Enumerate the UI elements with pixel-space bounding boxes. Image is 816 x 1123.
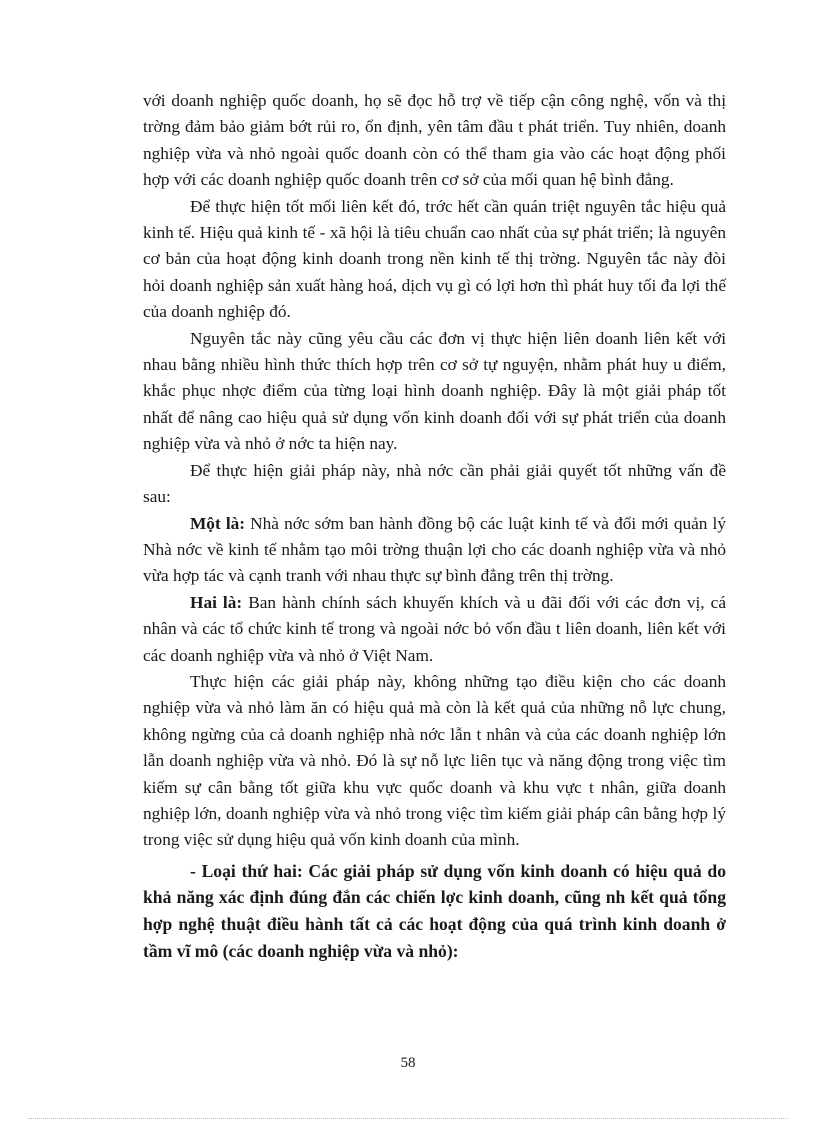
- final-heading-text: - Loại thứ hai: Các giải pháp sử dụng vốn kinh doanh có hiệu quả do khả năng xác định đúng đắn các chiến lợc kinh doanh, cũng nh kết quả tổng hợp nghệ thuật điều hành tất cả các hoạt động của quá trình kinh doanh ở tầm vĩ mô (các doanh nghiệp vừa và nhỏ):: [143, 860, 726, 961]
- final-heading: [143, 858, 726, 964]
- paragraph-6-lead: Hai là:: [190, 592, 243, 612]
- paragraph-7-text: Thực hiện các giải pháp này, không những tạo điều kiện cho các doanh nghiệp vừa và nhỏ làm ăn có hiệu quả mà còn là kết quả của những nỗ lực chung, không ngừng của cả doanh nghiệp nhà nớc lẫn t nhân và của các doanh nghiệp lớn lẫn doanh nghiệp vừa và nhỏ. Đó là sự nỗ lực liên tục và năng động trong việc tìm kiếm sự cân bằng tốt giữa khu vực quốc doanh và khu vực t nhân, giữa doanh nghiệp lớn, doanh nghiệp vừa và nhỏ trong việc tìm kiếm giải pháp cân bằng hợp lý trong việc sử dụng hiệu quả vốn kinh doanh của mình.: [143, 671, 726, 850]
- page-number: 58: [400, 1055, 416, 1071]
- paragraph-7: [143, 669, 726, 854]
- paragraph-6-text: Ban hành chính sách khuyến khích và u đãi đối với các đơn vị, cá nhân và các tổ chức kinh tế trong và ngoài nớc bỏ vốn đầu t liên doanh, liên kết với các doanh nghiệp vừa và nhỏ ở Việt Nam.: [143, 592, 726, 665]
- paragraph-5-text: Nhà nớc sớm ban hành đồng bộ các luật kinh tế và đổi mới quản lý Nhà nớc về kinh tế nhằm tạo môi trờng thuận lợi cho các doanh nghiệp vừa và nhỏ vừa hợp tác và cạnh tranh với nhau thực sự bình đẳng trên thị trờng.: [143, 513, 726, 586]
- paragraph-5: [143, 511, 726, 590]
- footer-divider: [28, 1118, 788, 1119]
- paragraph-1: [143, 88, 726, 194]
- paragraph-3-text: Nguyên tắc này cũng yêu cầu các đơn vị thực hiện liên doanh liên kết với nhau bằng nhiều hình thức thích hợp trên cơ sở tự nguyện, nhằm phát huy u điểm, khắc phục nhợc điểm của từng loại hình doanh nghiệp. Đây là một giải pháp tốt nhất để nâng cao hiệu quả sử dụng vốn kinh doanh đối với sự phát triển của doanh nghiệp vừa và nhỏ ở nớc ta hiện nay.: [143, 328, 726, 454]
- paragraph-2: [143, 194, 726, 326]
- paragraph-2-text: Để thực hiện tốt mối liên kết đó, trớc hết cần quán triệt nguyên tắc hiệu quả kinh tế. Hiệu quả kinh tế - xã hội là tiêu chuẩn cao nhất của sự phát triển; là nguyên cơ bản của hoạt động kinh doanh trong nền kinh tế thị trờng. Nguyên tắc này đòi hỏi doanh nghiệp sản xuất hàng hoá, dịch vụ gì có lợi hơn thì phát huy tối đa lợi thế của doanh nghiệp đó.: [143, 196, 726, 322]
- paragraph-4: [143, 458, 726, 511]
- paragraph-1-text: với doanh nghiệp quốc doanh, họ sẽ đọc hỗ trợ về tiếp cận công nghệ, vốn và thị trờng đảm bảo giảm bớt rủi ro, ổn định, yên tâm đầu t phát triển. Tuy nhiên, doanh nghiệp vừa và nhỏ ngoài quốc doanh còn có thể tham gia vào các hoạt động phối hợp với các doanh nghiệp quốc doanh trên cơ sở của mối quan hệ bình đẳng.: [143, 91, 726, 190]
- paragraph-5-lead: Một là:: [190, 513, 246, 533]
- paragraph-6: [143, 590, 726, 669]
- document-body: [143, 88, 726, 964]
- paragraph-4-text: Để thực hiện giải pháp này, nhà nớc cần phải giải quyết tốt những vấn đề sau:: [143, 460, 726, 507]
- paragraph-3: [143, 326, 726, 458]
